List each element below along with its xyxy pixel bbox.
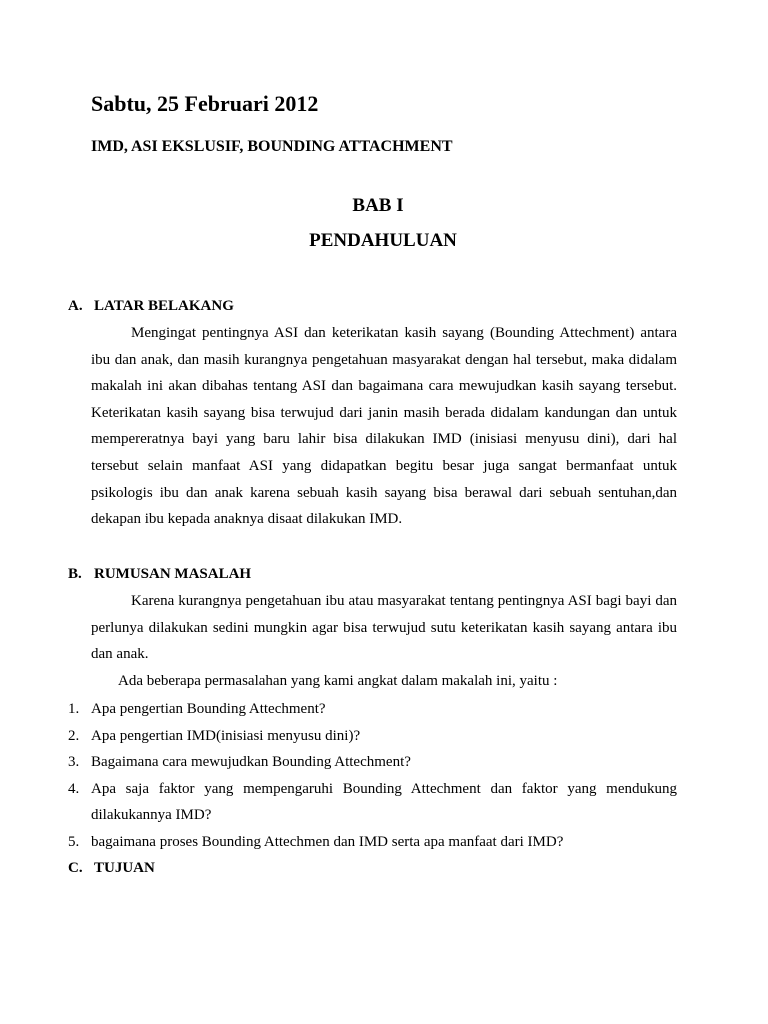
list-item-text: bagaimana proses Bounding Attechmen dan IMD serta apa manfaat dari IMD? [91,833,564,850]
list-item [68,696,677,723]
list-item-text: Apa pengertian IMD(inisiasi menyusu dini)? [91,727,361,744]
question-list [68,696,677,856]
list-item-number: 2. [68,727,80,744]
list-item-number: 1. [68,701,80,717]
section-c-title: TUJUAN [94,860,155,876]
section-b-title: RUMUSAN MASALAH [94,566,252,582]
document-subject: IMD, ASI EKSLUSIF, BOUNDING ATTACHMENT [91,138,453,155]
section-b-heading [68,566,251,583]
list-item-text: Bagaimana cara mewujudkan Bounding Attechment? [91,754,411,771]
list-item-number: 3. [68,754,80,771]
list-item-text: Apa pengertian Bounding Attechment? [91,701,326,717]
list-item [68,723,677,750]
section-a-letter: A. [68,298,83,314]
list-item [68,749,677,776]
list-item [68,829,677,856]
list-item-text: Apa saja faktor yang mempengaruhi Bounding Attechment dan faktor yang mendukung dilakukannya IMD? [91,780,677,824]
document-date: Sabtu, 25 Februari 2012 [91,91,319,116]
chapter-title: PENDAHULUAN [309,230,457,251]
section-a-paragraph: Mengingat pentingnya ASI dan keterikatan kasih sayang (Bounding Attechment) antara ibu dan anak, dan masih kurangnya pengetahuan masyarakat dengan hal tersebut, maka didalam makalah ini akan dibahas tentang ASI dan bagaimana cara mewujudkan kasih sayang tersebut. Keterikatan kasih sayang bisa terwujud dari janin masih berada didalam kandungan dan untuk mempereratnya bayi yang baru lahir bisa dilakukan IMD (inisiasi menyusu dini), dari hal tersebut selain manfaat ASI yang didapatkan begitu besar juga sangat bermanfaat untuk psikologis ibu dan anak karena sebuah kasih sayang bisa berawal dari sebuah sentuhan,dan dekapan ibu kepada anaknya disaat dilakukan IMD. [91,325,677,528]
list-item-number: 5. [68,833,80,850]
section-a-heading [68,298,234,315]
section-a-title: LATAR BELAKANG [94,298,234,314]
chapter-number: BAB I [352,195,404,216]
section-c-letter: C. [68,860,83,876]
section-c-heading [68,860,155,877]
section-b-paragraph: Karena kurangnya pengetahuan ibu atau masyarakat tentang pentingnya ASI bagi bayi dan perlunya dilakukan sedini mungkin agar bisa terwujud sutu keterikatan kasih sayang antara ibu dan anak. [91,593,677,663]
list-item [68,776,677,829]
section-b-letter: B. [68,566,82,582]
list-item-number: 4. [68,780,80,797]
questions-intro: Ada beberapa permasalahan yang kami angkat dalam makalah ini, yaitu : [118,673,558,689]
